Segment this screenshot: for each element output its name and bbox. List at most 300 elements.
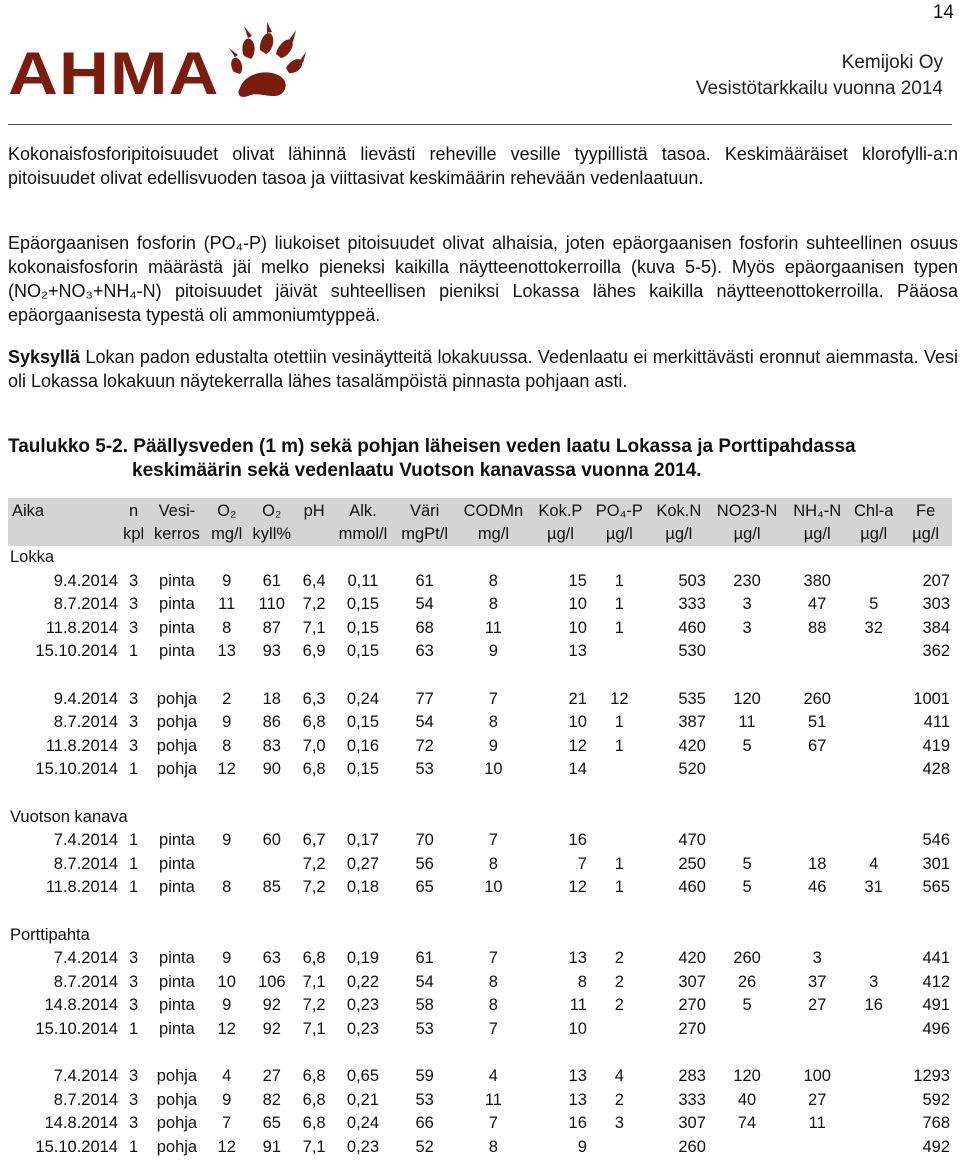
table-cell: pinta — [159, 1019, 195, 1038]
table-cell: 8 — [488, 571, 498, 590]
table-cell — [848, 829, 899, 853]
table-cell: 5 — [742, 878, 752, 897]
table-cell: 530 — [678, 642, 706, 661]
column-header-unit: kyll% — [252, 525, 292, 543]
table-cell: 53 — [415, 760, 434, 779]
table-cell: 12 — [610, 689, 629, 708]
table-cell: pinta — [159, 972, 195, 991]
table-cell: 12 — [217, 760, 236, 779]
table-cell: 54 — [415, 595, 434, 614]
table-cell: 11 — [484, 618, 502, 637]
table-cell: 8 — [222, 736, 232, 755]
table-cell: 0,24 — [346, 1114, 380, 1133]
table-cell: 92 — [262, 1019, 281, 1038]
column-header-unit: kpl — [123, 525, 145, 543]
site-name: Lokka — [10, 548, 55, 566]
table-cell — [589, 640, 650, 664]
table-body — [8, 546, 952, 1159]
column-header-name: Väri — [409, 502, 440, 520]
table-cell: 7.4.2014 — [53, 949, 118, 968]
table-cell: 1 — [129, 854, 139, 873]
table-cell: 3 — [129, 972, 139, 991]
table-cell: 58 — [415, 996, 434, 1015]
table-cell: pohja — [156, 713, 198, 732]
table-cell: 11.8.2014 — [45, 618, 118, 637]
table-cell: 63 — [262, 949, 281, 968]
table-cell: 15.10.2014 — [35, 1137, 118, 1156]
table-cell: 1 — [129, 1019, 139, 1038]
column-header-name: Chl-a — [854, 502, 894, 520]
table-cell: 21 — [568, 689, 587, 708]
table-cell: 18 — [262, 689, 281, 708]
table-row — [8, 1089, 952, 1113]
table-cell: 3 — [129, 949, 139, 968]
table-cell: 7,1 — [302, 1019, 326, 1038]
table-cell: 8 — [222, 618, 232, 637]
table-cell: 74 — [737, 1114, 757, 1133]
table-row — [8, 735, 952, 759]
table-cell: 12 — [568, 878, 587, 897]
table-cell: 37 — [808, 972, 827, 991]
table-cell: 40 — [737, 1090, 757, 1109]
column-header — [708, 498, 786, 546]
paragraph-autumn — [8, 345, 958, 393]
table-cell — [848, 1018, 899, 1042]
table-cell: 15 — [568, 571, 587, 590]
table-cell: 9 — [222, 571, 232, 590]
table-row — [8, 758, 952, 782]
table-cell: 411 — [923, 713, 950, 732]
table-cell: 13 — [568, 1090, 587, 1109]
table-cell: 53 — [415, 1019, 434, 1038]
table-cell — [247, 853, 297, 877]
table-cell: 0,65 — [346, 1067, 380, 1086]
table-cell — [848, 688, 899, 712]
site-name: Porttipahta — [10, 925, 90, 944]
table-row — [8, 617, 952, 641]
table-cell: 85 — [262, 878, 281, 897]
table-row — [8, 570, 952, 594]
table-cell: 87 — [262, 618, 281, 637]
column-header-name: Fe — [915, 502, 936, 520]
table-cell: 9 — [488, 642, 498, 661]
table-cell: 3 — [129, 713, 139, 732]
table-cell: 7,2 — [302, 996, 326, 1015]
table-cell: 16 — [568, 1114, 587, 1133]
table-cell: 7 — [577, 854, 587, 873]
table-cell: 8 — [488, 595, 498, 614]
table-cell: 110 — [258, 595, 285, 614]
table-cell: 16 — [864, 996, 883, 1015]
table-cell: 1 — [129, 1137, 139, 1156]
site-name: Vuotson kanava — [10, 807, 128, 826]
table-cell: 9 — [222, 831, 232, 850]
table-cell: 4 — [869, 854, 879, 873]
table-cell — [848, 711, 899, 735]
table-cell: 7 — [488, 1114, 498, 1133]
table-cell: 15.10.2014 — [35, 760, 118, 779]
table-cell: 1 — [129, 878, 139, 897]
table-cell: 3 — [869, 972, 879, 991]
column-header — [147, 498, 206, 546]
column-header — [650, 498, 708, 546]
table-cell: 60 — [262, 831, 281, 850]
spacer-row — [8, 782, 952, 806]
table-row — [8, 994, 952, 1018]
table-row — [8, 711, 952, 735]
table-cell — [708, 1136, 786, 1160]
table-cell — [708, 1018, 786, 1042]
table-cell — [848, 1112, 899, 1136]
paragraph-phosphorus: Kokonaisfosforipitoisuudet olivat lähinnä lievästi reheville vesille tyypillistä tasoa. Keskimääräiset klorofylli-a:n pitoisuudet olivat edellisvuoden tasoa ja viittasivat keskimäärin rehevään vedenlaatuun. — [8, 144, 958, 188]
column-header-unit: µg/l — [803, 525, 831, 543]
table-cell: 0,15 — [346, 760, 380, 779]
table-cell — [848, 570, 899, 594]
table-cell: 67 — [808, 736, 827, 755]
table-cell: 9.4.2014 — [53, 571, 118, 590]
table-cell: 90 — [262, 760, 281, 779]
table-cell: pohja — [156, 689, 198, 708]
table-cell: pinta — [159, 996, 195, 1015]
table-cell: 13 — [568, 1067, 587, 1086]
table-cell: 7.4.2014 — [53, 1067, 118, 1086]
table-cell — [786, 1136, 848, 1160]
table-cell — [708, 640, 786, 664]
table-cell: 3 — [812, 949, 822, 968]
table-cell: pinta — [159, 642, 195, 661]
table-cell: 384 — [922, 618, 950, 637]
table-cell: 5 — [869, 595, 879, 614]
column-header-name: O₂ — [217, 502, 237, 520]
table-cell — [589, 1018, 650, 1042]
caption-line2: keskimäärin sekä vedenlaatu Vuotson kanavassa vuonna 2014. — [132, 460, 702, 481]
table-cell: 8.7.2014 — [53, 713, 118, 732]
column-header — [455, 498, 532, 546]
header-row — [8, 498, 952, 546]
table-cell: 8 — [488, 713, 498, 732]
water-quality-table — [8, 498, 952, 1159]
table-cell: 768 — [922, 1114, 950, 1133]
table-cell: 260 — [803, 689, 831, 708]
table-cell — [207, 853, 247, 877]
table-cell: 5 — [742, 736, 752, 755]
table-cell: 6,8 — [302, 1114, 326, 1133]
table-cell: pinta — [159, 618, 195, 637]
table-cell: 3 — [129, 689, 139, 708]
table-cell: 3 — [129, 1090, 139, 1109]
spacer-row — [8, 900, 952, 924]
table-row — [8, 688, 952, 712]
table-cell — [708, 758, 786, 782]
paw-icon — [226, 22, 306, 100]
column-header-name: Kok.N — [656, 502, 702, 520]
table-cell: 8.7.2014 — [53, 972, 118, 991]
table-cell: 8.7.2014 — [53, 595, 118, 614]
table-cell: 3 — [129, 1114, 139, 1133]
table-cell: 86 — [262, 713, 281, 732]
table-cell — [786, 640, 848, 664]
column-header-name: O₂ — [262, 502, 282, 520]
table-row — [8, 947, 952, 971]
table-cell: 8.7.2014 — [53, 854, 118, 873]
table-cell: 9 — [488, 736, 498, 755]
table-cell: 14.8.2014 — [44, 1114, 118, 1133]
table-row — [8, 1065, 952, 1089]
table-cell — [848, 1136, 899, 1160]
table-cell: pinta — [159, 949, 195, 968]
table-cell: 10 — [568, 713, 587, 732]
caption-line1: Päällysveden (1 m) sekä pohjan läheisen veden laatu Lokassa ja Porttipahdassa — [133, 436, 856, 457]
table-cell: 0,17 — [346, 831, 380, 850]
table-cell — [848, 947, 899, 971]
table-cell: 207 — [922, 571, 950, 590]
table-cell: 32 — [864, 618, 883, 637]
table-cell: 303 — [922, 595, 950, 614]
column-header-name: pH — [303, 502, 325, 520]
table-cell — [848, 758, 899, 782]
column-header — [207, 498, 247, 546]
table-cell: 6,8 — [302, 1090, 326, 1109]
table-cell: 6,7 — [302, 831, 326, 850]
table-cell: 6,8 — [302, 1067, 326, 1086]
table-cell: pinta — [159, 595, 195, 614]
table-cell: 230 — [733, 571, 761, 590]
table-cell: 27 — [808, 1090, 827, 1109]
table-cell: 1 — [129, 642, 139, 661]
table-cell: 7 — [488, 1019, 498, 1038]
table-caption — [8, 435, 958, 483]
table-cell: 5 — [742, 854, 752, 873]
table-cell: 11 — [484, 1090, 502, 1109]
table-cell — [589, 758, 650, 782]
table-cell: 8 — [488, 854, 498, 873]
table-cell: 10 — [484, 878, 503, 897]
table-cell: 7 — [488, 689, 498, 708]
table-header — [8, 498, 952, 546]
column-header — [247, 498, 297, 546]
table-cell: 8 — [577, 972, 587, 991]
column-header-name: Vesi- — [158, 502, 196, 520]
table-cell: 46 — [808, 878, 827, 897]
table-cell: 54 — [415, 972, 434, 991]
table-cell: 0,16 — [346, 736, 380, 755]
table-cell: 61 — [415, 949, 434, 968]
table-cell: 9 — [222, 996, 232, 1015]
table-cell: 3 — [129, 1067, 139, 1086]
table-cell: 52 — [415, 1137, 434, 1156]
table-cell — [708, 829, 786, 853]
table-cell — [848, 1065, 899, 1089]
table-cell: 1 — [614, 571, 624, 590]
table-cell: 3 — [129, 595, 139, 614]
table-cell: 3 — [129, 736, 139, 755]
column-header-unit: µg/l — [912, 525, 940, 543]
table-cell: 460 — [678, 878, 706, 897]
table-cell: 47 — [808, 595, 827, 614]
logo-text: AHMA — [8, 40, 220, 107]
column-header-name: NO23-N — [716, 502, 778, 520]
table-cell: 100 — [803, 1067, 831, 1086]
table-cell: 0,15 — [346, 642, 380, 661]
column-header — [899, 498, 952, 546]
table-cell: 6,4 — [302, 571, 326, 590]
table-cell: 419 — [922, 736, 950, 755]
table-row — [8, 971, 952, 995]
table-cell: 1 — [614, 736, 624, 755]
column-header-name: CODMn — [463, 502, 524, 520]
table-cell: 0,23 — [346, 1137, 380, 1156]
column-header-unit: µg/l — [546, 525, 574, 543]
table-cell: 4 — [488, 1067, 498, 1086]
column-header-name: Alk. — [349, 502, 377, 520]
table-cell: 0,23 — [346, 1019, 380, 1038]
table-cell: 0,27 — [346, 854, 380, 873]
table-cell: 7,1 — [302, 972, 326, 991]
table-cell: 9 — [222, 949, 232, 968]
table-row — [8, 593, 952, 617]
table-cell: 2 — [222, 689, 232, 708]
table-cell: 14 — [568, 760, 587, 779]
table-cell: 9 — [222, 713, 232, 732]
table-cell: 0,11 — [347, 571, 379, 590]
table-cell: 520 — [678, 760, 706, 779]
table-cell: 6,8 — [302, 760, 326, 779]
column-header-name: NH₄-N — [793, 502, 842, 520]
paragraph-inorganic-nutrients: Epäorgaanisen fosforin (PO₄-P) liukoiset pitoisuudet olivat alhaisia, joten epäorgaanisen fosforin suhteellinen osuus kokonaisfosforin määrästä jäi melko pieneksi kaikilla näytteenottokerroilla (kuva 5-5). Myös epäorgaanisen typen (NO₂+NO₃+NH₄-N) pitoisuudet jäivät suhteellisen pieniksi Lokassa lähes kaikilla näytteenottokerroilla. Pääosa epäorgaanisesta typestä oli ammoniumtyppeä. — [8, 233, 958, 325]
table-cell: 3 — [129, 571, 139, 590]
column-header-unit: mg/l — [477, 525, 509, 543]
table-cell: 82 — [262, 1090, 281, 1109]
table-cell: 283 — [678, 1067, 706, 1086]
spacer-row — [8, 664, 952, 688]
column-header-unit: kerros — [154, 525, 200, 543]
table-cell: 470 — [678, 831, 706, 850]
table-cell: 7,2 — [302, 595, 326, 614]
table-cell: 0,15 — [346, 618, 380, 637]
table-cell: 307 — [678, 1114, 706, 1133]
table-cell: 0,15 — [346, 595, 380, 614]
table-cell: pohja — [156, 736, 198, 755]
report-header — [696, 50, 943, 102]
table-cell: 3 — [742, 595, 752, 614]
column-header — [394, 498, 454, 546]
table-cell: 16 — [568, 831, 587, 850]
table-cell — [786, 1018, 848, 1042]
table-cell: 387 — [678, 713, 706, 732]
column-header-unit: mmol/l — [338, 525, 388, 543]
table-cell: 1 — [614, 618, 624, 637]
table-cell: 9.4.2014 — [53, 689, 118, 708]
table-row — [8, 640, 952, 664]
table-cell: 11.8.2014 — [45, 736, 118, 755]
table-cell: 27 — [262, 1067, 281, 1086]
table-cell: 15.10.2014 — [35, 1019, 118, 1038]
table-cell: 11 — [569, 996, 587, 1015]
table-cell: 10 — [568, 1019, 587, 1038]
table-cell: 0,22 — [346, 972, 380, 991]
column-header — [8, 498, 120, 546]
table-cell: 68 — [415, 618, 434, 637]
table-cell: 250 — [678, 854, 706, 873]
column-header — [532, 498, 589, 546]
table-cell: 535 — [678, 689, 706, 708]
table-cell: 0,24 — [346, 689, 380, 708]
table-cell: 260 — [733, 949, 761, 968]
table-cell: 2 — [614, 972, 624, 991]
table-cell: 7,2 — [302, 854, 326, 873]
table-cell: 5 — [742, 996, 752, 1015]
column-header — [332, 498, 395, 546]
table-cell: 13 — [568, 642, 587, 661]
column-header-unit: mg/l — [211, 525, 243, 543]
column-header-name: Aika — [12, 502, 45, 520]
table-cell: 6,9 — [302, 642, 326, 661]
table-cell: 7,0 — [302, 736, 326, 755]
table-cell: 13 — [217, 642, 236, 661]
table-cell: 91 — [262, 1137, 281, 1156]
table-cell: 14.8.2014 — [44, 996, 118, 1015]
site-row — [8, 924, 952, 948]
table-cell: 93 — [262, 642, 281, 661]
column-header-unit: µg/l — [860, 525, 888, 543]
table-cell: 2 — [614, 949, 624, 968]
column-header — [120, 498, 147, 546]
table-cell: pohja — [156, 1090, 198, 1109]
column-header-name: Kok.P — [538, 502, 583, 520]
table-cell: pinta — [159, 571, 195, 590]
report-title: Vesistötarkkailu vuonna 2014 — [695, 78, 943, 99]
table-row — [8, 876, 952, 900]
table-cell: 7 — [488, 949, 498, 968]
table-cell — [786, 829, 848, 853]
table-cell: 83 — [262, 736, 281, 755]
table-cell: 63 — [415, 642, 434, 661]
table-cell: 77 — [415, 689, 434, 708]
table-cell: 8 — [488, 996, 498, 1015]
column-header — [786, 498, 848, 546]
table-cell: 8 — [222, 878, 232, 897]
table-cell: 0,19 — [346, 949, 380, 968]
table-cell: 10 — [217, 972, 236, 991]
autumn-text: Lokan padon edustalta otettiin vesinäytteitä lokakuussa. Vedenlaatu ei merkittävästi eronnut aiemmasta. Vesi oli Lokassa lokakuun näytekerralla lähes tasalämpöistä pinnasta pohjaan asti. — [8, 347, 958, 391]
table-cell: 6,8 — [302, 949, 326, 968]
table-cell: 260 — [678, 1137, 706, 1156]
column-header-unit: µg/l — [665, 525, 693, 543]
spacer-row — [8, 1041, 952, 1065]
table-row — [8, 1136, 952, 1160]
table-cell: 7.4.2014 — [53, 831, 118, 850]
table-cell: 496 — [922, 1019, 950, 1038]
table-cell: 12 — [217, 1019, 236, 1038]
table-cell: 270 — [678, 1019, 706, 1038]
table-cell: 10 — [568, 618, 587, 637]
table-cell: 10 — [484, 760, 503, 779]
table-cell: 491 — [922, 996, 950, 1015]
table-cell: 1 — [129, 760, 139, 779]
column-header-unit: µg/l — [605, 525, 633, 543]
table-cell: 12 — [568, 736, 587, 755]
table-cell: 66 — [415, 1114, 434, 1133]
table-row — [8, 853, 952, 877]
table-cell: 10 — [568, 595, 587, 614]
table-cell: 3 — [614, 1114, 624, 1133]
table-cell: 7 — [488, 831, 498, 850]
table-cell: 54 — [415, 713, 434, 732]
table-cell: 65 — [262, 1114, 281, 1133]
ahma-logo — [8, 22, 308, 107]
column-header — [848, 498, 899, 546]
table-cell: pinta — [159, 854, 195, 873]
